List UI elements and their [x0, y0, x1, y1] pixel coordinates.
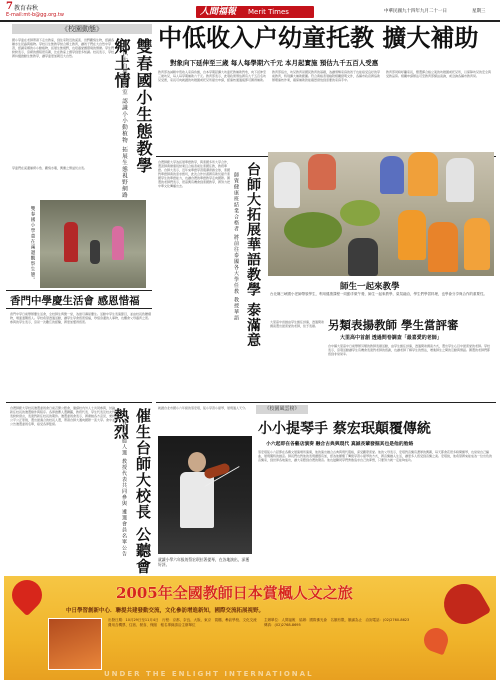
- violin-body: 蔡宏珉從小六起即在各藝文展演場所演奏，他的演出融合古典與現代風格，深受觀眾喜愛。他的父母表示，宏珉對音樂有濃厚的興趣，每天都會花很多時間練琴，也常常自己編曲，展現獨特的創意。師長們也對他的表現讚譽有加，認為他顛覆了傳統學習小提琴的方式，將音樂融入生活，讓更多人感受到音樂之美。宏珉說，他希望將來能成為一位出色的音樂家，到世界各地演出，讓大家聽到台灣的聲音。他也鼓勵同學們勇敢追求自己的夢想，只要努力就一定能夠成功。: [258, 450, 493, 462]
- ad-details: 出發日期：10月29日至11月4日 行程：京都、奈良、大阪、東京 賞楓、參訪學校、文化交流 費用含機票、住宿、餐食、保險 報名專線請洽主辦單位: [108, 618, 261, 627]
- vegetable-bowl-2: [340, 200, 380, 226]
- section-name: 教育春秋: [14, 5, 39, 12]
- child-1: [274, 162, 300, 208]
- violin-icon: [203, 462, 231, 480]
- ad-footer: UNDER THE ENLIGHT INTERNATIONAL: [104, 670, 314, 678]
- maple-leaf-icon-2: [437, 577, 492, 632]
- violinist-caption: 就讀小學六年級的蔡宏珉拉著提琴，在各地演出，深獲好評。: [158, 557, 250, 567]
- left-story-subtitle: 以大自然為教室 認識小小動植物 拓展生態視野網路: [121, 50, 127, 199]
- child-4: [408, 152, 438, 196]
- issue-weekday: 星期三: [472, 9, 486, 14]
- main-subheadline: 對象向下延伸至三歲 每人每學期六千元 本月起實施 預估九千五百人受惠: [170, 59, 379, 67]
- center-body-2: 教育部指出，幼兒教育是國民教育的基礎，為讓弱勢家庭的孩子也能接受良好的學前教育，特別擴大補助範圍。符合資格者須檢附相關證明文件，各縣市政府將協助辦理審核作業，確保補助款能確實發放到需要的家庭手中。: [272, 70, 381, 82]
- child-5: [446, 158, 474, 202]
- child-figure-1: [64, 222, 78, 262]
- vegetable-bowl: [284, 212, 342, 248]
- teacher-title: 另類表揚教師 學生當評審: [328, 318, 459, 332]
- child-7: [428, 222, 458, 272]
- left-divider-3: [6, 402, 152, 403]
- child-6: [398, 210, 426, 260]
- photo-story-title: 師生一起來教學: [340, 282, 400, 292]
- campus-news-tag: 《校園動態》: [12, 24, 152, 34]
- violinist-photo: [158, 436, 252, 554]
- violin-title: 小小提琴手 蔡宏珉顛覆傳統: [258, 421, 431, 437]
- child-8: [464, 218, 490, 270]
- farewell-title: 香門中學慶生活會 感恩惜福: [10, 295, 140, 307]
- masthead: [0, 0, 500, 22]
- child-3: [380, 156, 404, 194]
- principal-subtitle: 各界推薦人選 教授代表共同參與 遴選會員名單公告: [121, 420, 127, 558]
- farewell-body: 香門中學日前舉辦慶生活會，全校師生齊聚一堂，為當月壽星慶生。活動中學生表演節目，並由校長致贈禮物，場面溫馨感人。學校希望透過活動，讓學生學會感恩惜福，珍惜身邊的人事物，也體會父母養育之恩。參與的學生表示，這是一次難忘的經驗，將更加懂得感恩。: [10, 312, 152, 324]
- violinist-body: [180, 472, 214, 528]
- tnu-subtitle: 師資健康班結業合格者 將前往泰國各大學任教 教授華語: [233, 172, 239, 322]
- brand-name: 人間福報: [200, 7, 237, 17]
- ad-slogan: 中日學習創新中心．聯提共建發動交流，文化參訪增進新知，國際交流拓展視野。: [66, 608, 265, 614]
- teacher-subtitle: 大里高中首創 透過問卷調查「最喜愛的老師」: [340, 335, 442, 341]
- ad-photo: [48, 618, 102, 670]
- center-body-3: 教育部同時呼籲家長，應選擇合格立案的幼稚園或托兒所，以保障幼兒的安全與受教品質。相關申請辦法可至教育部網站查詢，或洽詢各縣市教育局。: [386, 70, 492, 78]
- violinist-head: [188, 452, 206, 472]
- stream-photo-caption: 雙春國小學童在溪邊觀察生態。: [30, 206, 35, 283]
- travel-ad[interactable]: [4, 576, 496, 680]
- center-body-1: 教育部為減輕中低收入家庭負擔，自本學期起擴大幼童托教補助對象，向下延伸至三歲幼兒，每人每學期補助六千元。教育部表示，此項政策預估將有九千五百名幼兒受惠，家長可向就讀的幼稚園或托兒所提出申請，經審核通過後即可獲得補助。: [158, 70, 267, 82]
- mid-left-body: 就讀台北市國小六年級的蔡宏珉，從小學習小提琴，展現過人天分。: [158, 406, 249, 410]
- principal-body: 台灣師範大學校長遴選委員會日前召開公聽會，邀請校內外人士共同參與，討論新任校長的遴選條件與程序。各界推薦人選踴躍，教授代表、學生代表及校友代表紛紛發言，表達對新任校長的期許。遴選委員會表示，將廣納各方意見，秉持公平公正原則，選出最適合的校長人選，帶領台師大邁向國際一流大學。會中並公告遴選委員名單，接受各界監督。: [10, 406, 116, 426]
- child-2: [308, 154, 336, 190]
- photo-story-caption: 台北縣三峽國小老師帶領學生，利用健康課程一同動手做午餐，師生一起來教學，氣氛融洽，學生們學習料理，也學會分享與合作的重要性。: [270, 292, 487, 296]
- child-figure-2: [112, 226, 124, 260]
- teacher-body-left: 大里高中首創由學生擔任評審，透過問卷調查選出最喜愛的老師，給予表揚。: [270, 320, 325, 328]
- stream-photo: [40, 200, 146, 288]
- classroom-photo: [268, 152, 494, 276]
- maple-leaf-icon: [6, 574, 48, 616]
- maple-leaf-icon-3: [421, 625, 452, 656]
- left-divider-1: [6, 290, 152, 291]
- mid-divider: [156, 402, 496, 403]
- masthead-rule: [0, 20, 500, 22]
- left-story-title: 雙春國小生態教學 鄉土情: [112, 38, 153, 174]
- left-story-body-2: 學童們在溪邊捕撈小魚、觀察水黽，興奮之情溢於言表。: [12, 166, 88, 170]
- tnu-body: 台灣師範大學為拓展華語教學，與泰國多所大學合作，選派師資健康班結業且合格者前往泰國任教，教授華語。台師大表示，近年來華語學習風潮席捲全球，泰國對華語師資的需求殷切，此次合作計畫將有助於提升泰國學生的華語能力，也讓台灣的華語教學走向國際。獲選的老師們表示，很高興有機會到泰國教學，將努力把中華文化傳播出去。: [158, 160, 231, 188]
- child-9: [348, 238, 378, 276]
- ad-title: 2005年全國教師日本賞楓人文之旅: [116, 584, 353, 602]
- left-divider-2: [6, 308, 152, 309]
- principal-title: 催生台師大校長 公聽會熱烈: [112, 408, 152, 575]
- main-headline: 中低收入户幼童托教 擴大補助: [158, 23, 479, 52]
- brand-banner: [196, 6, 314, 18]
- left-story-body: 國小學童在老師帶領下走出教室，到住家附近的溪流、田野觀察生物，認識各種水生昆蟲與植物。學校以生態教學結合鄉土教育，讓孩子們在大自然中學習，認識家鄉的小小動植物，拓展生態視野，也培養愛護環境的情操。學生們紛紛表示，這樣的課程很有趣，比在教室上課學到更多知識。校長表示，學校將持續推動生態教學，讓學童更加親近大自然。: [12, 38, 115, 58]
- campus-star-tag: 《校園風雲榜》: [256, 405, 308, 414]
- ad-details-2: 主辦單位：人間福報 協辦：國際佛光會 名額有限，額滿為止 洽詢電話：(02)2760-8623 傳真：(02)2768-8695: [264, 618, 413, 627]
- brand-english: Merit Times: [248, 8, 289, 16]
- violin-subtitle: 小六起即在各藝店演奏 融合古典與現代 真誠長輩發掘其也是他的胎絡: [266, 442, 414, 447]
- child-figure-3: [90, 240, 100, 264]
- section-email[interactable]: E-mail:mt-b@gg.org.tw: [6, 12, 64, 18]
- teacher-body-right: 台中縣大里高中日前舉辦另類的教師表揚活動，由學生擔任評審，透過問卷調查方式，選出學生心目中最喜愛的老師。學校表示，這項活動讓學生有機會表達對老師的感謝，也讓老師了解學生的想法，增進師生之間的互動與情誼。獲選的老師們都感到非常榮幸。: [328, 344, 491, 356]
- page-number: 7: [6, 1, 13, 12]
- issue-date: 中華民國九十四年九月二十一日: [384, 9, 447, 14]
- tnu-title: 台師大拓展華語教學 泰滿意: [245, 162, 261, 348]
